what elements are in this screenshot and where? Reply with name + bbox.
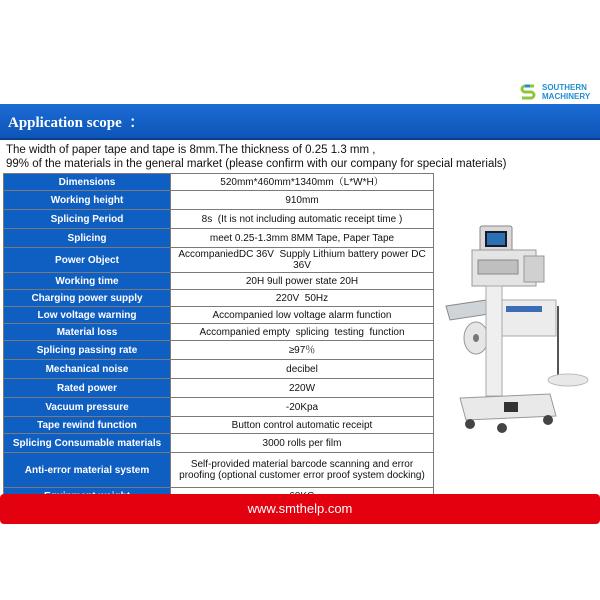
spec-key: Rated power [4,379,171,398]
spec-value: meet 0.25-1.3mm 8MM Tape, Paper Tape [171,229,434,248]
spec-key: Splicing passing rate [4,341,171,360]
logo-s-icon [518,82,538,102]
spec-key: Working time [4,273,171,290]
spec-value: Accompanied low voltage alarm function [171,307,434,324]
table-row [4,191,434,210]
footer-website-link[interactable]: www.smthelp.com [247,501,353,516]
spec-value: decibel [171,360,434,379]
intro-text [6,143,598,171]
spec-value: 520mm*460mm*1340mm（L*W*H） [171,174,434,191]
spec-value: 220V 50Hz [171,290,434,307]
spec-value: 3000 rolls per film [171,434,434,453]
table-row [4,360,434,379]
spec-table [3,173,434,505]
table-row [4,341,434,360]
spec-key: Splicing Consumable materials [4,434,171,453]
brand-line2: MACHINERY [542,92,591,101]
spec-value: Accompanied empty splicing testing function [171,324,434,341]
spec-key: Power Object [4,248,171,273]
table-row [4,273,434,290]
section-header [0,104,600,140]
spec-key: Dimensions [4,174,171,191]
spec-key: Splicing Period [4,210,171,229]
spec-value: Button control automatic receipt [171,417,434,434]
table-row [4,290,434,307]
table-row [4,174,434,191]
table-row [4,229,434,248]
spec-key: Low voltage warning [4,307,171,324]
section-title: Application scope ： [8,115,145,131]
brand-logo [518,80,596,106]
spec-key: Working height [4,191,171,210]
spec-value: Self-provided material barcode scanning and error proofing (optional customer error proof system docking) [171,453,434,488]
intro-line-2: 99% of the materials in the general market (please confirm with our company for special materials) [6,158,507,170]
intro-line-1: The width of paper tape and tape is 8mm.The thickness of 0.25 1.3 mm , [6,144,376,156]
spec-value: AccompaniedDC 36V Supply Lithium battery power DC 36V [171,248,434,273]
table-row [4,434,434,453]
spec-key: Charging power supply [4,290,171,307]
table-row [4,324,434,341]
table-row [4,248,434,273]
table-row [4,398,434,417]
spec-value: -20Kpa [171,398,434,417]
table-row [4,417,434,434]
spec-value: 20H 9ull power state 20H [171,273,434,290]
spec-key: Splicing [4,229,171,248]
spec-key: Tape rewind function [4,417,171,434]
spec-value: 8s (It is not including automatic receipt time ) [171,210,434,229]
table-row [4,379,434,398]
spec-key: Mechanical noise [4,360,171,379]
spec-key: Vacuum pressure [4,398,171,417]
brand-line1: SOUTHERN [542,83,587,92]
table-row [4,453,434,488]
table-row [4,307,434,324]
footer-bar [0,494,600,524]
splicing-machine-image [440,188,590,448]
spec-value: ≥97％ [171,341,434,360]
spec-value: 910mm [171,191,434,210]
spec-value: 220W [171,379,434,398]
spec-key: Anti-error material system [4,453,171,488]
spec-key: Material loss [4,324,171,341]
table-row [4,210,434,229]
